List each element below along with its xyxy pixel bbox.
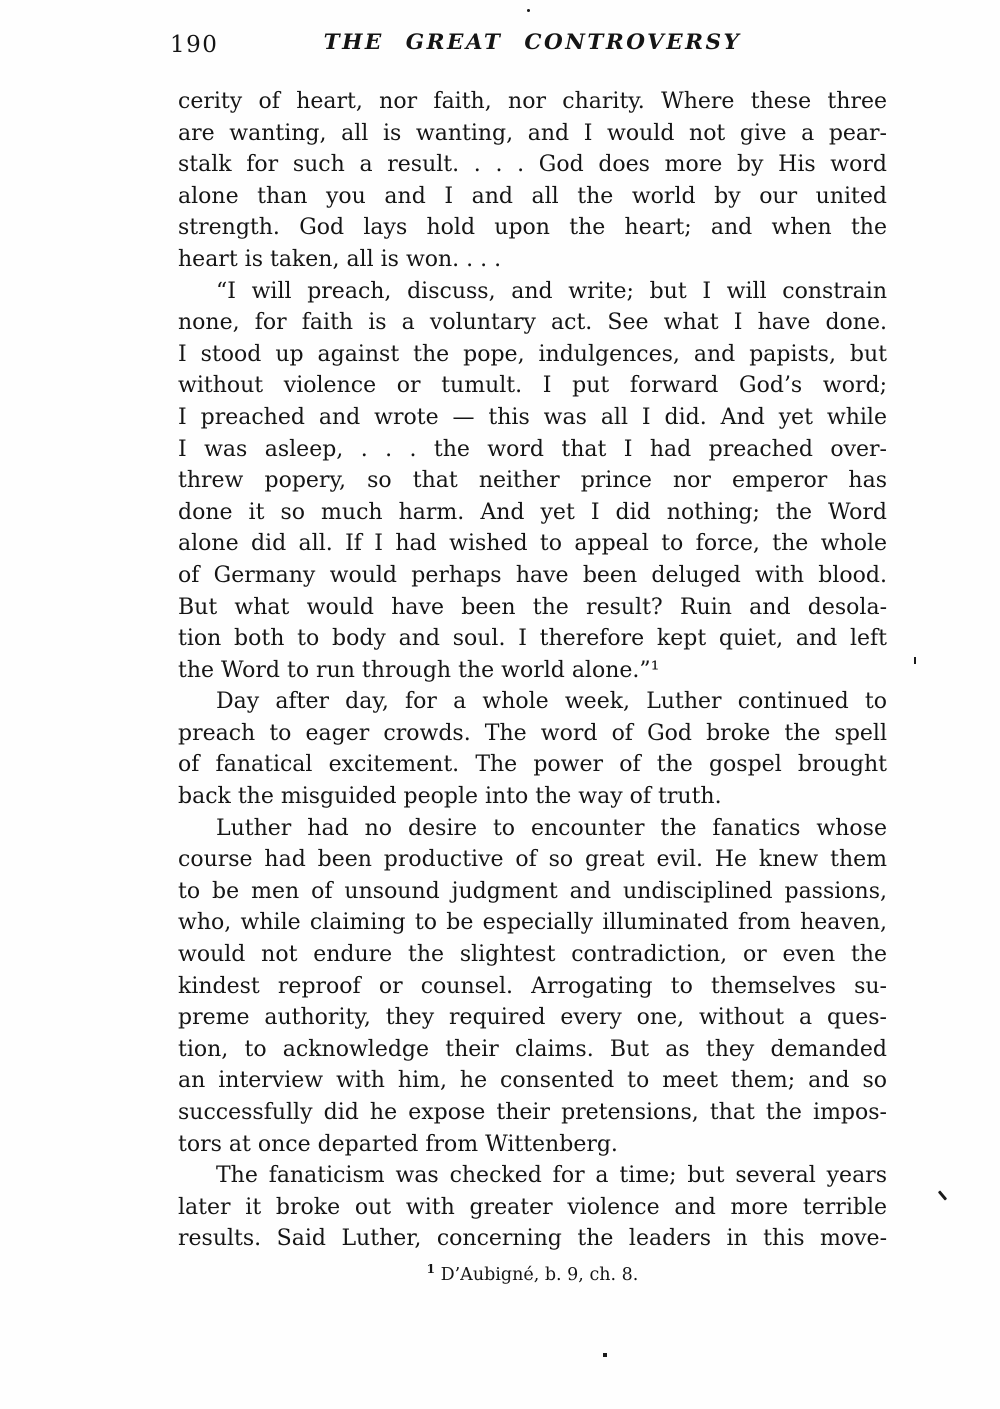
scan-speck (914, 657, 916, 664)
page-number: 190 (170, 32, 219, 58)
paragraph (178, 686, 887, 812)
text-line: stalk for such a result. . . . God does more by His word (178, 152, 887, 178)
footnote (178, 1262, 887, 1285)
text-line: Luther had no desire to encounter the fanatics whose (216, 815, 887, 841)
text-line: threw popery, so that neither prince nor emperor has (178, 468, 887, 494)
text-line: cerity of heart, nor faith, nor charity. Where these three (178, 89, 887, 114)
text-line: heart is taken, all is won. . . . (178, 246, 502, 272)
text-line: results. Said Luther, concerning the leaders in this move- (178, 1226, 887, 1252)
text-line: later it broke out with greater violence and more terrible (178, 1194, 887, 1220)
text-line: tion, to acknowledge their claims. But as they demanded (178, 1036, 887, 1062)
footnote-marker: 1 (426, 1262, 436, 1276)
text-block (178, 86, 887, 1255)
text-line: preme authority, they required every one, without a ques- (178, 1005, 887, 1031)
text-line: an interview with him, he consented to meet them; and so (178, 1068, 887, 1094)
text-line: But what would have been the result? Ruin and desola- (178, 594, 887, 620)
scan-speck (527, 9, 530, 12)
text-line: alone than you and I and all the world by our united (178, 183, 887, 209)
text-line: would not endure the slightest contradiction, or even the (178, 942, 887, 968)
text-line: strength. God lays hold upon the heart; and when the (178, 215, 887, 241)
text-line: without violence or tumult. I put forward God’s word; (178, 373, 887, 399)
running-title: THE GREAT CONTROVERSY (323, 30, 742, 55)
text-line: are wanting, all is wanting, and I would not give a pear- (178, 120, 887, 146)
scan-speck (603, 1353, 607, 1357)
text-line: course had been productive of so great evil. He knew them (178, 847, 887, 873)
paragraph (178, 813, 887, 1161)
scan-speck (938, 1190, 947, 1200)
text-line: alone did all. If I had wished to appeal to force, the whole (178, 531, 887, 557)
text-line: of Germany would perhaps have been deluged with blood. (178, 562, 887, 588)
text-line: The fanaticism was checked for a time; but several years (216, 1163, 887, 1189)
text-line: I preached and wrote — this was all I did. And yet while (178, 404, 887, 430)
paragraph (178, 1160, 887, 1255)
text-line: Day after day, for a whole week, Luther continued to (216, 689, 887, 715)
text-line: of fanatical excitement. The power of the gospel brought (178, 752, 887, 778)
text-line: tion both to body and soul. I therefore kept quiet, and left (178, 626, 887, 652)
paragraph (178, 86, 887, 276)
text-line: successfully did he expose their pretensions, that the impos- (178, 1100, 887, 1125)
text-line: back the misguided people into the way of truth. (178, 784, 722, 810)
text-line: I was asleep, . . . the word that I had preached over- (178, 436, 887, 462)
text-line: none, for faith is a voluntary act. See what I have done. (178, 310, 887, 336)
text-line: done it so much harm. And yet I did nothing; the Word (178, 499, 887, 525)
paragraph (178, 276, 887, 687)
page-header (170, 30, 887, 62)
text-line: the Word to run through the world alone.”¹ (178, 657, 660, 683)
text-line: who, while claiming to be especially illuminated from heaven, (178, 910, 887, 936)
text-line: tors at once departed from Wittenberg. (178, 1131, 618, 1157)
footnote-text: D’Aubigné, b. 9, ch. 8. (440, 1264, 639, 1285)
text-line: I stood up against the pope, indulgences, and papists, but (178, 341, 887, 367)
text-line: “I will preach, discuss, and write; but I will constrain (216, 278, 887, 304)
text-line: to be men of unsound judgment and undisciplined passions, (178, 878, 887, 904)
text-line: kindest reproof or counsel. Arrogating to themselves su- (178, 973, 887, 999)
text-line: preach to eager crowds. The word of God broke the spell (178, 720, 887, 746)
